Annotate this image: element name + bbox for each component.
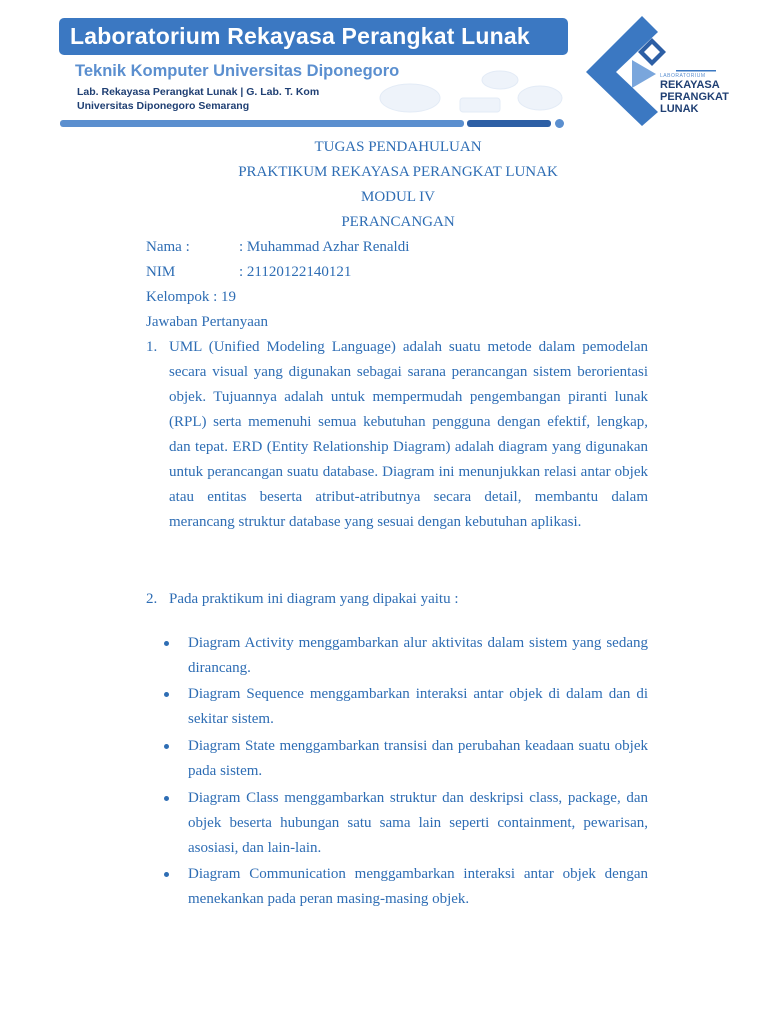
letterhead-subtitle: Teknik Komputer Universitas Diponegoro xyxy=(75,62,400,80)
letterhead-divider-accent xyxy=(467,120,551,127)
heading-line-1: TUGAS PENDAHULUAN xyxy=(314,139,482,155)
bullet-dot xyxy=(164,641,169,646)
bullet-dot xyxy=(164,744,169,749)
name-label: Nama : xyxy=(146,239,190,255)
logo-wordmark xyxy=(660,74,729,115)
nim-label: NIM xyxy=(146,264,176,280)
bullet-dot xyxy=(164,692,169,697)
logo-line-3: LUNAK xyxy=(660,103,699,115)
answer-2-number: 2. xyxy=(146,591,158,607)
bullet-dot xyxy=(164,796,169,801)
bullet-item-communication: Diagram Communication menggambarkan interaksi antar objek dengan menekankan pada peran masing-masing objek. xyxy=(188,866,648,907)
answer-1-number: 1. xyxy=(146,339,158,355)
heading-line-4: PERANCANGAN xyxy=(341,214,455,230)
name-value: : Muhammad Azhar Renaldi xyxy=(239,239,410,255)
answer-2-text: Pada praktikum ini diagram yang dipakai yaitu : xyxy=(169,591,459,607)
bullet-dot xyxy=(164,872,169,877)
section-title: Jawaban Pertanyaan xyxy=(146,314,269,330)
letterhead-divider xyxy=(60,120,464,127)
heading-line-3: MODUL IV xyxy=(360,189,436,205)
bullet-item-class: Diagram Class menggambarkan struktur dan deskripsi class, package, dan objek beserta hubungan satu sama lain seperti containment, pewarisan, asosiasi, dan lain-lain. xyxy=(188,790,648,856)
letterhead-address-1: Lab. Rekayasa Perangkat Lunak | G. Lab. T. Kom xyxy=(77,86,320,98)
answer-1-text: UML (Unified Modeling Language) adalah suatu metode dalam pemodelan secara visual yang digunakan sebagai sarana perancangan sistem berorientasi objek. Tujuannya adalah untuk mempermudah pengembangan piranti lunak (RPL) serta memenuhi semua kebutuhan pengguna dengan efektif, lengkap, dan tepat. ERD (Entity Relationship Diagram) adalah diagram yang digunakan untuk perancangan suatu database. Diagram ini menunjukkan relasi antar objek atau entitas beserta atribut-atributnya secara detail, membantu dalam merancang struktur database yang sesuai dengan kebutuhan aplikasi. xyxy=(169,339,648,530)
logo-line-2: PERANGKAT xyxy=(660,91,729,103)
letterhead-banner: Laboratorium Rekayasa Perangkat Lunak xyxy=(59,18,568,55)
heading-line-2: PRAKTIKUM REKAYASA PERANGKAT LUNAK xyxy=(238,164,558,180)
bullet-item-sequence: Diagram Sequence menggambarkan interaksi antar objek di dalam dan di sekitar sistem. xyxy=(188,686,648,727)
logo-line-1: REKAYASA xyxy=(660,79,720,91)
cloud-watermark-icon xyxy=(350,58,570,118)
nim-value: : 21120122140121 xyxy=(239,264,352,280)
letterhead-divider-dot xyxy=(555,119,564,128)
bullet-item-state: Diagram State menggambarkan transisi dan perubahan keadaan suatu objek pada sistem. xyxy=(188,738,648,779)
logo-small-text: LABORATORIUM xyxy=(660,73,706,79)
bullet-item-activity: Diagram Activity menggambarkan alur aktivitas dalam sistem yang sedang dirancang. xyxy=(188,635,648,676)
letterhead-address-2: Universitas Diponegoro Semarang xyxy=(77,100,250,112)
group-text: Kelompok : 19 xyxy=(146,289,236,305)
